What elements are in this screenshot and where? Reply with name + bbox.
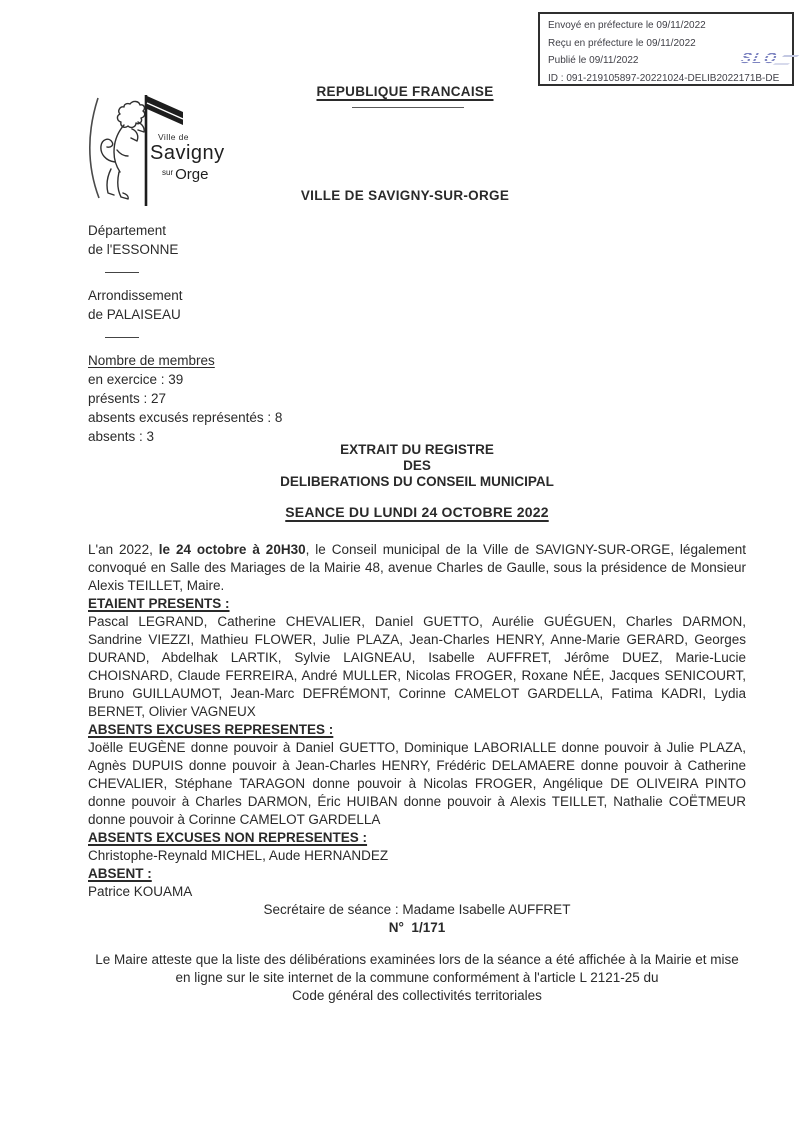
divider: [105, 272, 139, 273]
membres-title: Nombre de membres: [88, 353, 215, 368]
title-line-3: DELIBERATIONS DU CONSEIL MUNICIPAL: [280, 474, 554, 489]
stamp-received-line: Reçu en préfecture le 09/11/2022: [548, 37, 696, 49]
membres-absents: absents : 3: [88, 429, 155, 444]
deliberation-number: N° 1/171: [388, 920, 446, 935]
section-body-absent: Patrice KOUAMA: [88, 884, 193, 899]
left-column: [88, 221, 388, 446]
stamp-published-line: Publié le 09/11/2022: [548, 55, 639, 66]
arc-decoration: [90, 98, 99, 198]
footer-line-3: Code général des collectivités territoriales: [292, 988, 542, 1003]
arrondissement-block: Arrondissement de PALAISEAU: [88, 288, 183, 322]
section-heading-absent: ABSENT :: [88, 866, 152, 881]
intro-paragraph: L'an 2022, le 24 octobre à 20H30, le Conseil municipal de la Ville de SAVIGNY-SUR-ORGE, légalement convoqué en Salle des Mariages de la Mairie 48, avenue Charles de Gaulle, sous la présidence de Monsieur Alexis TEILLET, Maire.: [88, 542, 746, 593]
logo-orge-label: $^{sur}$ Orge: [162, 166, 209, 183]
header-divider: [352, 107, 464, 108]
title-block: [88, 442, 746, 520]
section-body-presents: Pascal LEGRAND, Catherine CHEVALIER, Daniel GUETTO, Aurélie GUÉGUEN, Charles DARMON, Sandrine VIEZZI, Mathieu FLOWER, Julie PLAZA, Jean-Charles HENRY, Anne-Marie GERARD, Georges DURAND, Abdelhak LARTIK, Sylvie LAIGNEAU, Isabelle AUFFRET, Jérôme DUEZ, Marie-Lucie CHOISNARD, Claude FERREIRA, André MULLER, Nicolas FROGER, Roxane NÉE, Jacques SENICOURT, Bruno GUILLAUMOT, Jean-Marc DEFRÉMONT, Corinne CAMELOT GARDELLA, Fatima KADRI, Lydia BERNET, Olivier VAGNEUX: [88, 614, 746, 719]
section-body-excuses-non-representes: Christophe-Reynald MICHEL, Aude HERNANDEZ: [88, 848, 389, 863]
membres-presents: présents : 27: [88, 391, 167, 406]
departement-block: Département de l'ESSONNE: [88, 223, 179, 257]
seance-title: SEANCE DU LUNDI 24 OCTOBRE 2022: [285, 504, 549, 520]
logo-sur-label: sur: [162, 168, 174, 177]
membres-block: [88, 351, 388, 446]
title-line-1: EXTRAIT DU REGISTRE: [340, 442, 494, 457]
stamp-sent-line: Envoyé en préfecture le 09/11/2022: [548, 20, 706, 31]
membres-representes: absents excusés représentés : 8: [88, 410, 283, 425]
logo-ville-de-label: Ville de: [158, 132, 189, 142]
divider: [105, 337, 139, 338]
secretary-line: Secrétaire de séance : Madame Isabelle AUFFRET: [263, 902, 571, 917]
title-line-2: DES: [403, 458, 431, 473]
footer-line-2: en ligne sur le site internet de la commune conformément à l'article L 2121-25 du: [175, 970, 659, 985]
prefecture-stamp-box: [538, 12, 794, 86]
footer-attestation: [88, 951, 746, 1005]
lion-icon: [101, 101, 145, 199]
membres-en-exercice: en exercice : 39: [88, 372, 184, 387]
republic-title: REPUBLIQUE FRANCAISE: [316, 84, 494, 99]
city-title: VILLE DE SAVIGNY-SUR-ORGE: [300, 188, 510, 203]
document-body: [88, 541, 746, 1005]
footer-line-1: Le Maire atteste que la liste des délibérations examinées lors de la séance a été affichée à la Mairie et mise: [95, 952, 739, 967]
section-heading-presents: ETAIENT PRESENTS :: [88, 596, 230, 611]
stamp-id-line: ID : 091-219105897-20221024-DELIB2022171B-DE: [548, 72, 780, 84]
section-heading-excuses-non-representes: ABSENTS EXCUSES NON REPRESENTES :: [88, 830, 368, 845]
section-body-excuses-representes: Joëlle EUGÈNE donne pouvoir à Daniel GUETTO, Dominique LABORIALLE donne pouvoir à Julie PLAZA, Agnès DUPUIS donne pouvoir à Jean-Charles HENRY, Frédéric DELAMAERE donne pouvoir à Catherine CHEVALIER, Stéphane TARAGON donne pouvoir à Nicolas FROGER, Angélique DE OLIVEIRA PINTO donne pouvoir à Charles DARMON, Éric HUIBAN donne pouvoir à Alexis TEILLET, Nathalie COËTMEUR donne pouvoir à Corinne CAMELOT GARDELLA: [88, 740, 746, 827]
city-logo: [86, 92, 226, 214]
logo-savigny-label: Savigny: [150, 142, 225, 164]
section-heading-excuses-representes: ABSENTS EXCUSES REPRESENTES :: [88, 722, 334, 737]
slo-watermark-logo: SLO: [739, 50, 781, 67]
